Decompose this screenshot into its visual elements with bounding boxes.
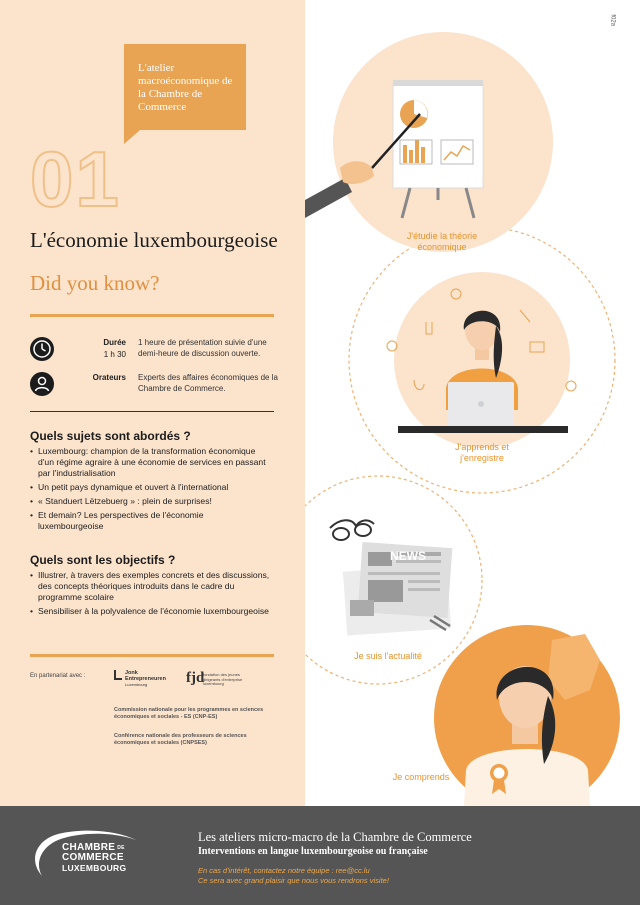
- footer-contact-note: Ce sera avec grand plaisir que nous vous rendrons visite!: [198, 876, 389, 885]
- duration-text: 1 heure de présentation suivie d'une demi-heure de discussion ouverte.: [138, 338, 267, 358]
- bubble-text: L'atelier macroéconomique de la Chambre de Commerce: [138, 62, 233, 113]
- footer-subtitle: Interventions en langue luxembourgeoise ou française: [198, 846, 428, 857]
- list-item: • Un petit pays dynamique et ouvert à l'international: [30, 482, 270, 493]
- ja-logo-icon: [114, 670, 122, 680]
- theory-illustration: [305, 32, 553, 252]
- list-item: • « Standuert Lëtzebuerg » : plein de surprises!: [30, 496, 270, 507]
- step-news-label: Je suis l'actualité: [354, 651, 422, 661]
- news-illustration: [330, 520, 452, 635]
- learning-illustration: [387, 272, 576, 448]
- objectives-list: [30, 570, 270, 620]
- divider-orange-bottom: [30, 654, 274, 657]
- conference-cnpses: Conférence nationale des professeurs de sciences économiques et sociales (CNPSES): [114, 733, 247, 746]
- fjd-logo: fjd: [186, 670, 205, 686]
- duration-value: 1 h 30: [103, 350, 126, 359]
- ja-name: Jonk Entrepreneuren: [125, 670, 166, 682]
- speakers-label: Orateurs: [92, 373, 126, 382]
- footer-contact: [198, 866, 389, 886]
- list-item: • Illustrer, à travers des exemples concrets et des discussions, des concepts théoriques introduits dans le cadre du programme scolaire: [30, 570, 270, 603]
- partners-label: En partenariat avec :: [30, 673, 86, 679]
- page-title: L'économie luxembourgeoise: [30, 228, 278, 252]
- topics-list: [30, 446, 270, 535]
- duration-label: Durée: [103, 338, 126, 347]
- step-learn-label: J'apprends et j'enregistre: [455, 442, 509, 463]
- illustration-panel: [305, 0, 640, 806]
- session-number: 01: [30, 135, 121, 223]
- page-subtitle: Did you know?: [30, 271, 160, 295]
- speakers-text: Experts des affaires économiques de la Chambre de Commerce.: [138, 373, 278, 393]
- speech-bubble: [124, 44, 246, 130]
- person-icon: [30, 372, 54, 396]
- list-item: • Sensibiliser à la polyvalence de l'économie luxembourgeoise: [30, 606, 270, 617]
- logo-line-commerce: COMMERCE: [62, 852, 124, 863]
- logo-line-luxembourg: LUXEMBOURG: [62, 863, 127, 873]
- footer-title: Les ateliers micro-macro de la Chambre de Commerce: [198, 830, 472, 844]
- divider-dark: [30, 411, 274, 412]
- fjd-sub: fondation des jeunes dirigeants d'entreprise luxembourg: [203, 672, 243, 686]
- ja-logo: [114, 670, 166, 688]
- logo-line-chambre: CHAMBRE: [62, 842, 116, 853]
- commission-cnp-es: Commission nationale pour les programmes en sciences économiques et sociales - ES (CNP-ES): [114, 707, 264, 720]
- side-tag: f02a: [610, 14, 616, 26]
- topics-heading: Quels sujets sont abordés ?: [30, 429, 191, 443]
- step-theory-label: J'étudie la théorie économique: [406, 231, 478, 252]
- list-item: • Et demain? Les perspectives de l'économie luxembourgeoise: [30, 510, 270, 532]
- logo-de: DE: [117, 845, 125, 851]
- ja-sub: Luxembourg: [125, 682, 148, 687]
- news-headline: NEWS: [390, 549, 426, 563]
- objectives-heading: Quels sont les objectifs ?: [30, 553, 176, 567]
- chamber-logo: [62, 843, 126, 874]
- list-item: • Luxembourg: champion de la transformation économique d'un régime agraire à une économie de services en passant par l'industrialisation: [30, 446, 270, 479]
- footer-contact-email[interactable]: En cas d'intérêt, contactez notre équipe : ree@cc.lu: [198, 866, 370, 875]
- step-understand-label: Je comprends: [392, 772, 450, 782]
- divider-orange-top: [30, 314, 274, 317]
- clock-icon: [30, 337, 54, 361]
